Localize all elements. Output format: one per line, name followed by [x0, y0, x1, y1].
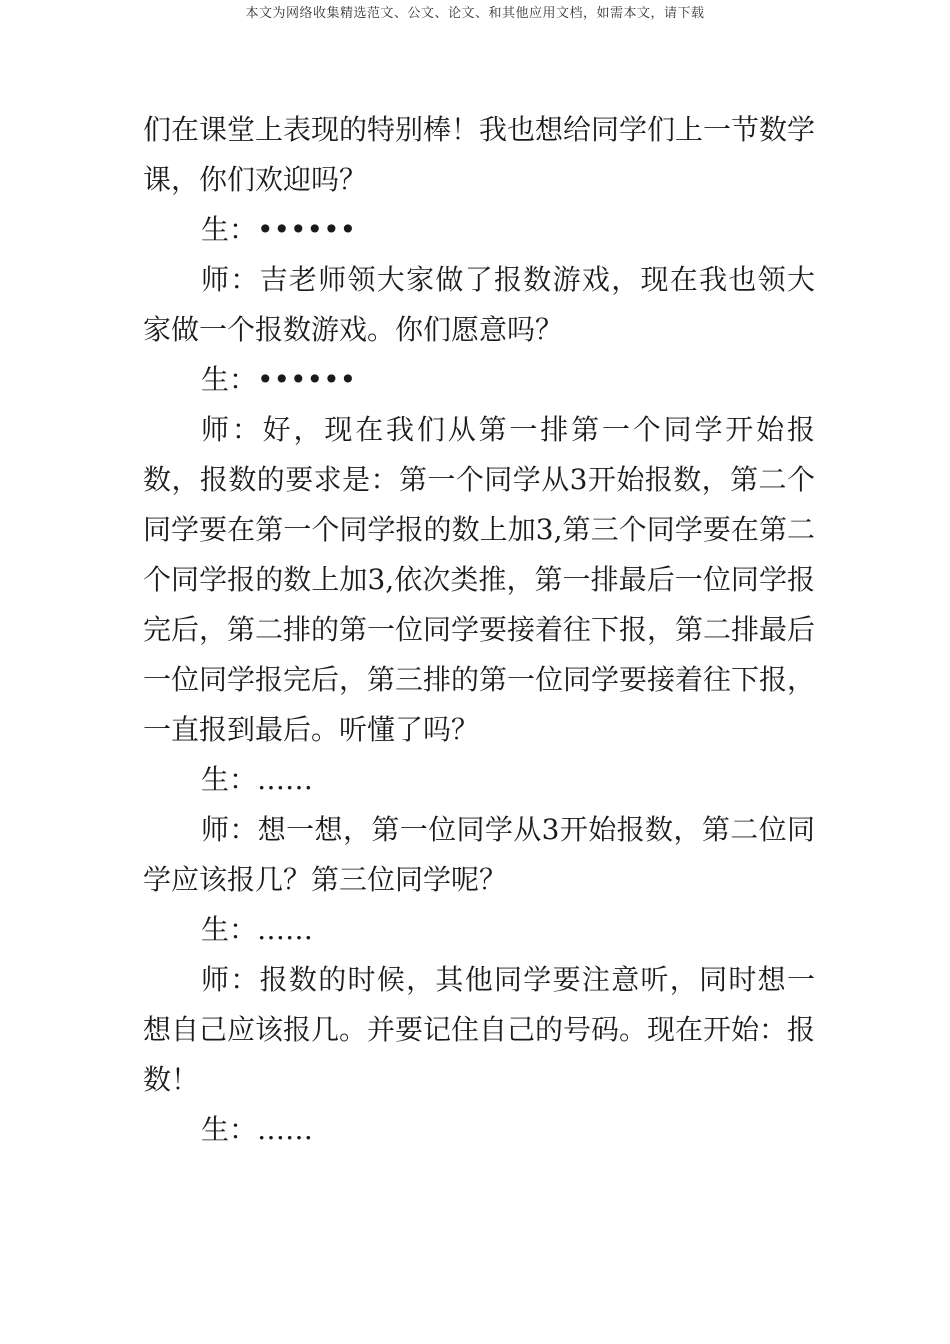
paragraph-2: 生：••••••	[201, 213, 357, 246]
page-header: 本文为网络收集精选范文、公文、论文、和其他应用文档，如需本文，请下载	[245, 6, 705, 21]
paragraph-4: 生：••••••	[201, 363, 357, 396]
paragraph-1: 们在课堂上表现的特别棒！我也想给同学们上一节数学课，你们欢迎吗？	[143, 113, 816, 196]
paragraph-5: 师：好，现在我们从第一排第一个同学开始报数，报数的要求是：第一个同学从3开始报数，第二个同学要在第一个同学报的数上加3,第三个同学要在第二个同学报的数上加3,依次类推，第一排最后一位同学报完后，第二排的第一位同学要接着往下报，第二排最后一位同学报完后，第三排的第一位同学要接着往下报，一直报到最后。听懂了吗？	[143, 413, 816, 746]
document-body	[143, 105, 815, 1155]
paragraph-7: 师：想一想，第一位同学从3开始报数，第二位同学应该报几？第三位同学呢？	[143, 813, 815, 896]
paragraph-9: 师：报数的时候，其他同学要注意听，同时想一想自己应该报几。并要记住自己的号码。现在开始：报数！	[143, 963, 816, 1096]
paragraph-10: 生：……	[201, 1113, 314, 1146]
paragraph-3: 师：吉老师领大家做了报数游戏，现在我也领大家做一个报数游戏。你们愿意吗？	[143, 263, 815, 346]
paragraph-6: 生：……	[201, 763, 314, 796]
paragraph-8: 生：……	[201, 913, 314, 946]
